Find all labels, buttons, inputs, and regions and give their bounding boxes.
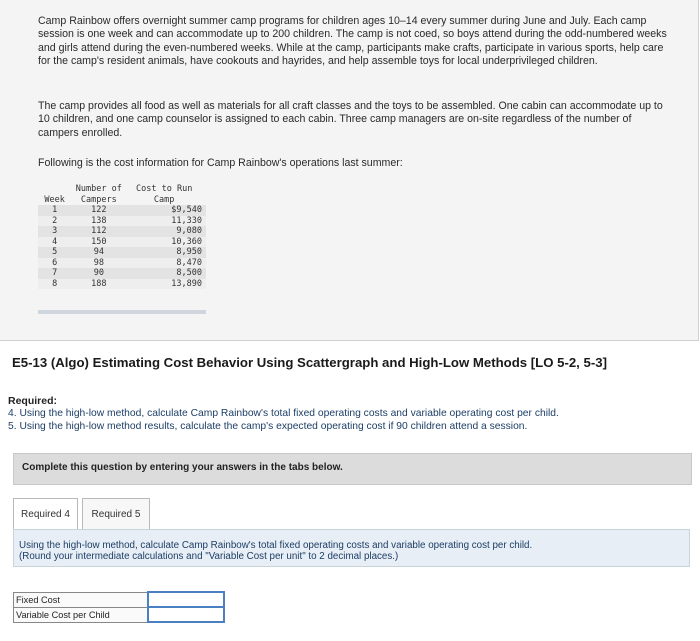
variable-cost-input[interactable]	[151, 608, 221, 621]
instruction-line-2: (Round your intermediate calculations and "Variable Cost per unit" to 2 decimal places.)	[19, 551, 399, 562]
campers-cell: 90	[71, 268, 126, 279]
cost-cell: 13,890	[126, 279, 206, 290]
cost-cell: $9,540	[126, 205, 206, 216]
cost-cell: 8,950	[126, 247, 206, 258]
week-cell: 6	[38, 258, 71, 269]
table-row	[38, 279, 206, 290]
campers-cell: 98	[71, 258, 126, 269]
intro-paragraph-3: Following is the cost information for Camp Rainbow's operations last summer:	[38, 157, 403, 169]
cost-cell: 10,360	[126, 237, 206, 248]
variable-cost-label: Variable Cost per Child	[14, 607, 149, 622]
table-row	[38, 258, 206, 269]
table-bottom-rule	[38, 310, 206, 314]
fixed-cost-cell	[148, 592, 224, 607]
week-cell: 7	[38, 268, 71, 279]
tab-label: Required 4	[21, 508, 70, 520]
variable-cost-cell	[148, 607, 224, 622]
header-cost: Cost to Run Camp	[136, 184, 193, 205]
week-cell: 2	[38, 216, 71, 227]
cost-table	[38, 184, 206, 289]
week-cell: 4	[38, 237, 71, 248]
week-cell: 1	[38, 205, 71, 216]
week-cell: 8	[38, 279, 71, 290]
campers-cell: 188	[71, 279, 126, 290]
instruction-line-1: Using the high-low method, calculate Camp Rainbow's total fixed operating costs and variable operating cost per child.	[19, 540, 533, 551]
cost-cell: 8,470	[126, 258, 206, 269]
intro-paragraph-1: Camp Rainbow offers overnight summer camp programs for children ages 10–14 every summer during June and July. Each camp session is one week and can accommodate up to 200 children. The camp is not coed, so boys attend during the odd-numbered weeks and girls attend during the even-numbered weeks. While at the camp, participants make crafts, participate in various sports, help care for the camp's resident animals, have cookouts and hayrides, and help assemble toys for local underprivileged children.	[38, 15, 667, 67]
tab-required-5[interactable]	[82, 498, 150, 530]
answer-row-variable-cost	[14, 607, 225, 622]
campers-cell: 94	[71, 247, 126, 258]
campers-cell: 122	[71, 205, 126, 216]
campers-cell: 112	[71, 226, 126, 237]
header-campers: Number of Campers	[75, 184, 122, 205]
table-row	[38, 216, 206, 227]
fixed-cost-label: Fixed Cost	[14, 592, 149, 607]
table-row	[38, 205, 206, 216]
week-cell: 5	[38, 247, 71, 258]
header-week: Week	[44, 194, 65, 205]
intro-paragraph-2: The camp provides all food as well as materials for all craft classes and the toys to be assembled. One cabin can accommodate up to 10 children, and one camp counselor is assigned to each cabin. Three camp managers are on-site regardless of the number of campers enrolled.	[38, 100, 663, 139]
answer-table	[13, 591, 225, 623]
table-row	[38, 237, 206, 248]
tab-required-4[interactable]	[13, 498, 78, 530]
cost-cell: 11,330	[126, 216, 206, 227]
requirement-5: 5. Using the high-low method results, calculate the camp's expected operating cost if 90 children attend a session.	[8, 421, 528, 432]
campers-cell: 138	[71, 216, 126, 227]
table-row	[38, 247, 206, 258]
week-cell: 3	[38, 226, 71, 237]
required-heading: Required:	[8, 395, 58, 407]
problem-title: E5-13 (Algo) Estimating Cost Behavior Using Scattergraph and High-Low Methods [LO 5-2, 5-3]	[12, 355, 607, 370]
tab-label: Required 5	[91, 508, 141, 520]
table-row	[38, 268, 206, 279]
cost-cell: 9,080	[126, 226, 206, 237]
campers-cell: 150	[71, 237, 126, 248]
answer-row-fixed-cost	[14, 592, 225, 607]
table-row	[38, 226, 206, 237]
fixed-cost-input[interactable]	[151, 593, 221, 606]
banner-text: Complete this question by entering your answers in the tabs below.	[22, 462, 343, 473]
requirement-4: 4. Using the high-low method, calculate Camp Rainbow's total fixed operating costs and variable operating cost per child.	[8, 408, 559, 419]
cost-cell: 8,500	[126, 268, 206, 279]
